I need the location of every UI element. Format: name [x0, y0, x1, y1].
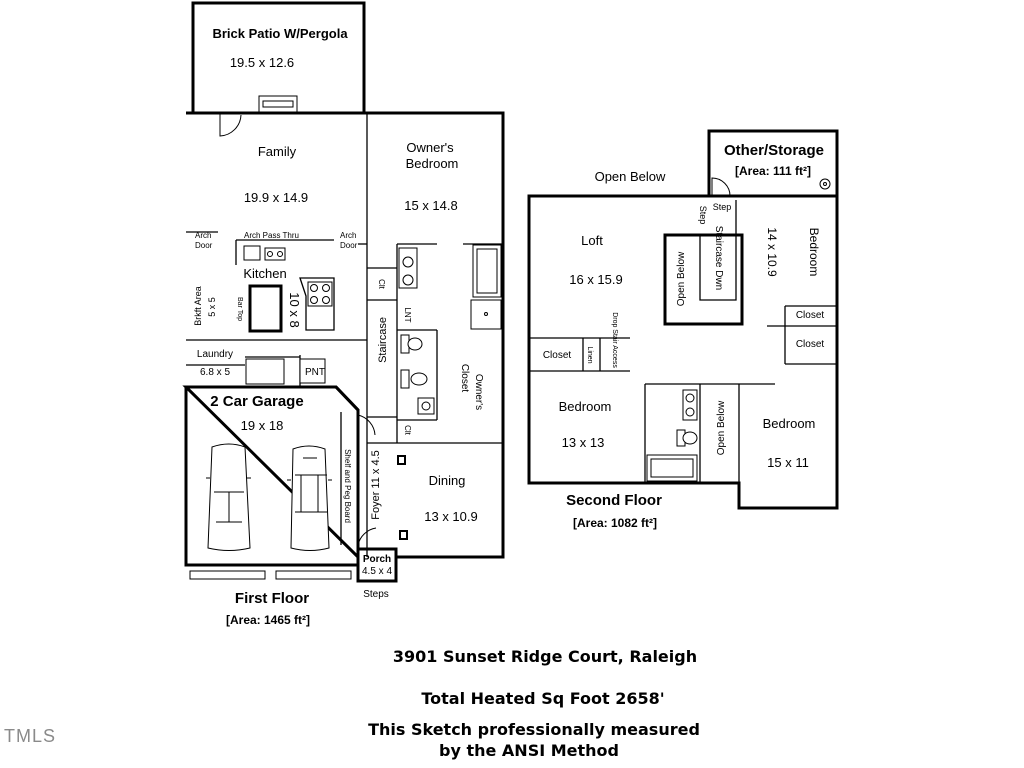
step-label-a: Step: [712, 202, 732, 212]
second-floor-title: Second Floor: [566, 492, 662, 509]
brkft-area-dims: 5 x 5: [207, 297, 217, 317]
owners-bedroom-name-2: Bedroom: [405, 156, 459, 171]
car-icon-left: [206, 444, 251, 551]
clt-lower-label: Clt: [403, 425, 412, 435]
bedroom-left-dims: 13 x 13: [561, 435, 605, 450]
owners-bedroom-name-1: Owner's: [406, 140, 454, 155]
bedroom-right-dims: 14 x 10.9: [765, 227, 779, 277]
patio-dims: 19.5 x 12.6: [229, 55, 295, 70]
closet-a: Closet: [795, 310, 825, 321]
garage-door-right: [276, 571, 351, 579]
foyer-label: Foyer 11 x 4.5: [370, 450, 382, 520]
clt-upper-label: Clt: [377, 279, 386, 289]
address-label: 3901 Sunset Ridge Court, Raleigh: [392, 647, 698, 666]
storage-name: Other/Storage: [723, 142, 825, 159]
garage-name: 2 Car Garage: [210, 393, 304, 410]
owners-closet-1: Owner's: [473, 373, 484, 411]
sketch-note-line1: This Sketch professionally measured: [368, 720, 700, 739]
car-icon-right: [287, 446, 332, 551]
step-label-b: Step: [698, 205, 708, 225]
garage-dims: 19 x 18: [240, 418, 284, 433]
sink-fixture: [244, 246, 260, 260]
arch-door-left-2: Door: [195, 241, 213, 250]
steps-label: Steps: [363, 589, 389, 600]
garage-door-left: [190, 571, 265, 579]
open-below-stair: Open Below: [676, 251, 687, 307]
second-floor-area: [Area: 1082 ft²]: [572, 516, 658, 530]
family-name: Family: [257, 144, 297, 159]
dining-name: Dining: [428, 473, 466, 488]
laundry-name: Laundry: [196, 349, 234, 360]
dining-dims: 13 x 10.9: [424, 509, 478, 524]
owners-bedroom-dims: 15 x 14.8: [404, 198, 458, 213]
storage-area: [Area: 111 ft²]: [734, 164, 812, 178]
owners-closet-2: Closet: [459, 363, 470, 393]
arch-pass-thru-label: Arch Pass Thru: [244, 231, 299, 240]
loft-dims: 16 x 15.9: [569, 272, 623, 287]
open-below-top: Open Below: [594, 169, 666, 184]
tmls-watermark: TMLS: [4, 726, 57, 746]
bedroom-right-name: Bedroom: [807, 227, 821, 277]
first-floor-title: First Floor: [234, 590, 310, 607]
porch-dims: 4.5 x 4: [361, 566, 393, 577]
lnt-label: LNT: [403, 307, 412, 323]
first-floor-area: [Area: 1465 ft²]: [225, 613, 311, 627]
shelf-label: Shelf and Peg Board: [343, 449, 352, 523]
arch-door-right-2: Door: [340, 241, 358, 250]
porch-name: Porch: [362, 554, 392, 565]
bar-top-label: Bar Top: [236, 297, 243, 321]
drop-stair-label: Drop Stair Access: [611, 312, 618, 368]
kitchen-dims: 10 x 8: [287, 292, 302, 328]
staircase-dwn-label: Staircase Dwn: [713, 225, 724, 291]
staircase-label: Staircase: [377, 317, 389, 363]
patio-door-threshold: [259, 96, 297, 113]
loft-name: Loft: [581, 233, 603, 248]
pnt-label: PNT: [305, 367, 325, 378]
linen-label: Linen: [586, 346, 593, 364]
closet-c: Closet: [542, 350, 572, 361]
family-dims: 19.9 x 14.9: [243, 190, 309, 205]
arch-door-right-1: Arch: [340, 231, 357, 240]
bedroom-lower-dims: 15 x 11: [767, 455, 809, 470]
kitchen-island: [250, 286, 281, 331]
laundry-appliance: [246, 359, 284, 384]
bedroom-left-name: Bedroom: [558, 399, 612, 414]
open-below-mid: Open Below: [716, 400, 727, 456]
patio-name: Brick Patio W/Pergola: [212, 26, 348, 41]
laundry-dims: 6.8 x 5: [199, 367, 231, 378]
closet-b: Closet: [795, 339, 825, 350]
bedroom-lower-name: Bedroom: [762, 416, 816, 431]
kitchen-name: Kitchen: [243, 266, 287, 281]
arch-door-left-1: Arch: [195, 231, 212, 240]
brkft-area-name: Brkft Area: [193, 286, 203, 326]
sketch-note-line2: by the ANSI Method: [439, 741, 619, 760]
heated-sqft-label: Total Heated Sq Foot 2658': [421, 689, 665, 708]
